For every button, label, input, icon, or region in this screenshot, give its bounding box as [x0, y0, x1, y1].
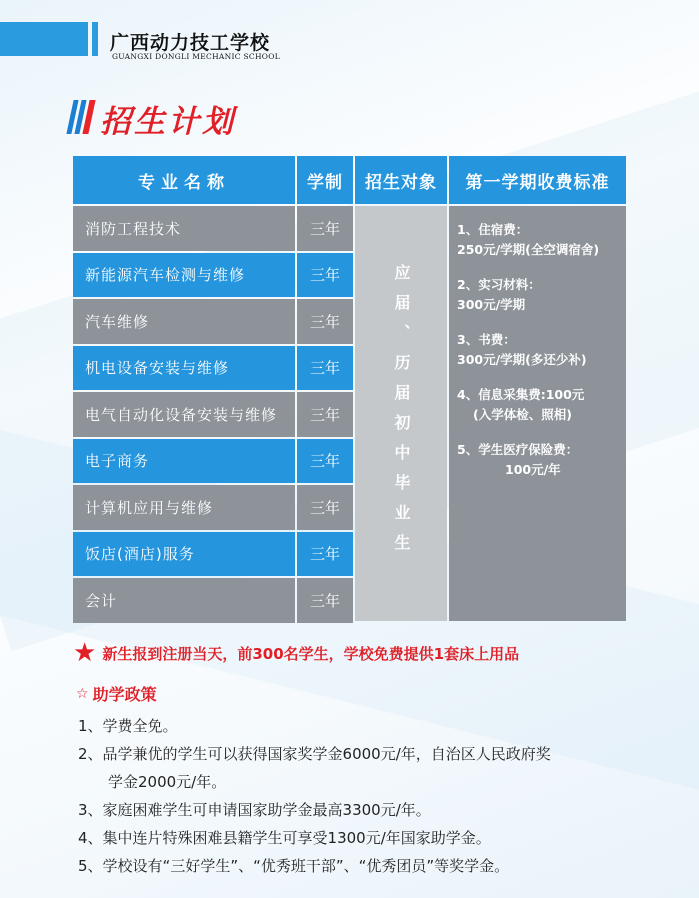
header-fees: 第一学期收费标准	[449, 156, 626, 204]
major-name-cell: 汽车维修	[73, 299, 295, 344]
policy-title-text: 助学政策	[92, 685, 157, 704]
fee-item-label: 5、学生医疗保险费：	[457, 442, 579, 457]
duration-cell: 三年	[297, 346, 353, 391]
page-title: 招生计划	[100, 104, 236, 140]
duration-cell: 三年	[297, 578, 353, 623]
policy-item-continued: 学金2000元/年。	[108, 773, 227, 791]
major-name-cell: 电气自动化设备安装与维修	[73, 392, 295, 437]
fee-item-value: 300元/学期	[457, 297, 526, 312]
duration-cell: 三年	[297, 206, 353, 251]
header-stripe-thin	[92, 22, 98, 56]
duration-cell: 三年	[297, 532, 353, 577]
fee-item-value: 250元/学期(全空调宿舍)	[457, 242, 600, 257]
fee-standards-cell	[449, 206, 626, 621]
major-name-cell: 消防工程技术	[73, 206, 295, 251]
school-name-en: GUANGXI DONGLI MECHANIC SCHOOL	[112, 52, 280, 61]
fee-item	[457, 275, 541, 315]
star-outline-icon: ☆	[76, 685, 89, 702]
policy-item: 1、学费全免。	[78, 717, 178, 735]
duration-cell: 三年	[297, 299, 353, 344]
free-bedding-notice	[73, 640, 519, 666]
header-duration: 学制	[297, 156, 353, 204]
major-name-cell: 机电设备安装与维修	[73, 346, 295, 391]
notice-text: 新生报到注册当天，前300名学生，学校免费提供1套床上用品	[102, 644, 520, 663]
fee-item-label: 2、实习材料：	[457, 277, 541, 292]
policy-item: 4、集中连片特殊困难县籍学生可享受1300元/年国家助学金。	[78, 829, 491, 847]
fee-item	[457, 385, 584, 425]
header-target: 招生对象	[355, 156, 447, 204]
target-students-cell	[355, 206, 447, 621]
policy-title	[76, 682, 157, 705]
duration-cell: 三年	[297, 392, 353, 437]
fee-item-label: 1、住宿费：	[457, 222, 529, 237]
major-name-cell: 电子商务	[73, 439, 295, 484]
policy-item: 3、家庭困难学生可申请国家助学金最高3300元/年。	[78, 801, 431, 819]
header-major: 专业名称	[73, 156, 295, 204]
fee-item	[457, 220, 599, 260]
fee-item-label: 3、书费：	[457, 332, 516, 347]
header-stripe	[0, 22, 88, 56]
policy-item: 2、品学兼优的学生可以获得国家奖学金6000元/年，自治区人民政府奖	[78, 745, 551, 763]
fee-item-value: 300元/学期(多还少补)	[457, 352, 587, 367]
major-name-cell: 会计	[73, 578, 295, 623]
policy-item: 5、学校设有“三好学生”、“优秀班干部”、“优秀团员”等奖学金。	[78, 857, 510, 875]
fee-item-value: (入学体检、照相)	[473, 407, 572, 422]
fee-item	[457, 440, 578, 480]
policy-list	[78, 712, 678, 880]
school-name: 广西动力技工学校	[110, 32, 271, 54]
major-name-cell: 计算机应用与维修	[73, 485, 295, 530]
target-students-text: 应届、历届初中毕业生	[392, 263, 411, 564]
major-name-cell: 新能源汽车检测与维修	[73, 253, 295, 298]
fee-item	[457, 330, 587, 370]
duration-cell: 三年	[297, 253, 353, 298]
fee-item-value: 100元/年	[505, 462, 561, 477]
duration-cell: 三年	[297, 439, 353, 484]
star-icon: ★	[73, 638, 97, 668]
duration-cell: 三年	[297, 485, 353, 530]
fee-item-label: 4、信息采集费:100元	[457, 387, 585, 402]
major-name-cell: 饭店(酒店)服务	[73, 532, 295, 577]
enrollment-table	[73, 156, 626, 621]
